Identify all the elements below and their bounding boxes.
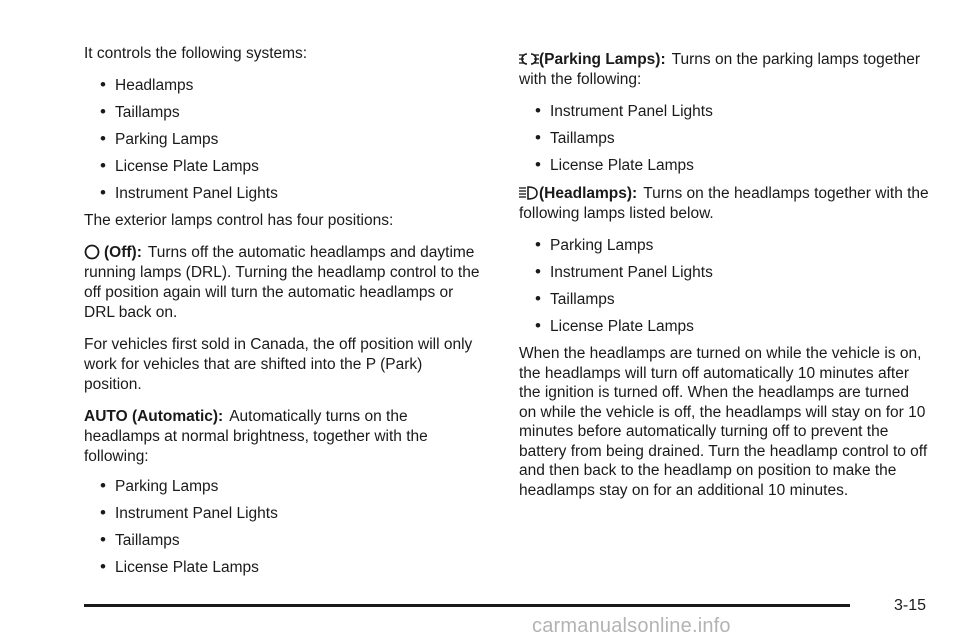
parking-text: Turns on the parking lamps together with the following: bbox=[519, 51, 921, 88]
list-item: • Instrument Panel Lights bbox=[535, 102, 929, 122]
headlamps-icon bbox=[519, 184, 539, 202]
list-item: • Parking Lamps bbox=[100, 477, 482, 497]
parking-lamps-icon bbox=[519, 50, 539, 68]
list-item: • Taillamps bbox=[100, 531, 482, 551]
list-item: • Instrument Panel Lights bbox=[100, 504, 482, 524]
off-text: Turns off the automatic headlamps and daytime running lamps (DRL). Turning the headlamp control to the off position again will turn the automatic headlamps or DRL back on. bbox=[84, 244, 480, 321]
left-column bbox=[84, 44, 482, 585]
footer-rule bbox=[84, 604, 850, 607]
list-item: • License Plate Lamps bbox=[100, 558, 482, 578]
headlamps-label: (Headlamps): bbox=[539, 185, 638, 202]
parking-label: (Parking Lamps): bbox=[539, 51, 666, 68]
list-item: • Parking Lamps bbox=[535, 236, 929, 256]
list-item: • Taillamps bbox=[535, 290, 929, 310]
closing-paragraph: When the headlamps are turned on while the vehicle is on, the headlamps will turn off automatically 10 minutes after the ignition is turned off. When the headlamps are turned on while the vehicle is off, the headlamps will stay on for 10 minutes before automatically turning off to prevent the battery from being drained. Turn the headlamp control to off and then back to the headlamp on position to make the headlamps stay on for an additional 10 minutes. bbox=[519, 345, 928, 499]
off-paragraph bbox=[84, 243, 482, 323]
headlamps-text: Turns on the headlamps together with the following lamps listed below. bbox=[519, 185, 929, 222]
list-item: • Instrument Panel Lights bbox=[535, 263, 929, 283]
auto-text: Automatically turns on the headlamps at normal brightness, together with the following: bbox=[84, 408, 428, 465]
positions-intro: The exterior lamps control has four positions: bbox=[84, 212, 394, 229]
watermark: carmanualsonline.info bbox=[532, 615, 731, 637]
auto-label: AUTO (Automatic): bbox=[84, 408, 224, 425]
systems-list bbox=[84, 76, 482, 204]
page-number: 3-15 bbox=[894, 597, 927, 614]
canada-paragraph: For vehicles first sold in Canada, the off position will only work for vehicles that are shifted into the P (Park) position. bbox=[84, 336, 473, 393]
systems-intro: It controls the following systems: bbox=[84, 45, 308, 62]
list-item: • Parking Lamps bbox=[100, 130, 482, 150]
list-item: • License Plate Lamps bbox=[535, 156, 929, 176]
list-item: • Taillamps bbox=[535, 129, 929, 149]
auto-list bbox=[84, 477, 482, 578]
parking-paragraph bbox=[519, 50, 929, 90]
list-item: • License Plate Lamps bbox=[100, 157, 482, 177]
auto-paragraph bbox=[84, 407, 482, 467]
off-label: (Off): bbox=[104, 244, 142, 261]
list-item: • Taillamps bbox=[100, 103, 482, 123]
headlamps-paragraph bbox=[519, 184, 929, 224]
list-item: • Instrument Panel Lights bbox=[100, 184, 482, 204]
off-icon bbox=[84, 243, 104, 261]
headlamps-list bbox=[519, 236, 929, 337]
list-item: • Headlamps bbox=[100, 76, 482, 96]
list-item: • License Plate Lamps bbox=[535, 317, 929, 337]
right-column bbox=[519, 50, 929, 512]
parking-list bbox=[519, 102, 929, 176]
